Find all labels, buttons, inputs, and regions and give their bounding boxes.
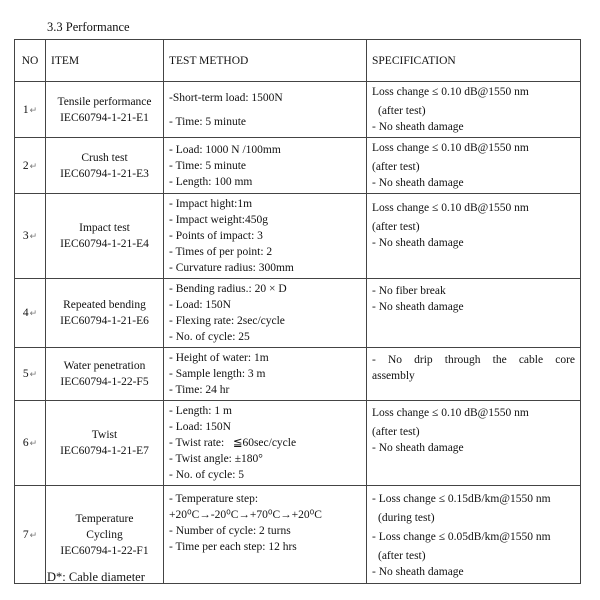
method-line: - Points of impact: 3 — [169, 230, 263, 242]
test-method-cell — [164, 279, 367, 348]
row-number: 7↵ — [15, 486, 46, 584]
table-row — [15, 138, 581, 194]
row-number: 5↵ — [15, 348, 46, 401]
footnote: D*: Cable diameter — [47, 570, 145, 584]
method-line: - Time: 5 minute — [169, 115, 246, 128]
method-line: - Twist rate: ≦60sec/cycle — [169, 437, 297, 449]
method-line: - Load: 150N — [169, 421, 231, 433]
spec-line: Loss change ≤ 0.10 dB@1550 nm — [372, 86, 529, 98]
method-line: - No. of cycle: 5 — [169, 469, 245, 481]
method-line: - Bending radius.: 20 × D — [169, 283, 287, 295]
section-heading: 3.3 Performance — [47, 20, 130, 34]
item-cell — [46, 279, 164, 348]
item-cell — [46, 82, 164, 138]
performance-table — [14, 39, 581, 584]
method-line: - Load: 1000 N /100mm — [169, 143, 281, 156]
item-cell — [46, 486, 164, 584]
test-method-cell — [164, 82, 367, 138]
item-name: Repeated bending — [63, 299, 146, 311]
method-line: - Height of water: 1m — [169, 352, 269, 364]
item-cell — [46, 194, 164, 279]
item-name: Tensile performance — [57, 95, 152, 108]
spec-line: - No sheath damage — [372, 301, 464, 313]
method-line: +20⁰C→-20⁰C→+70⁰C→+20⁰C — [169, 509, 322, 521]
spec-line: - No sheath damage — [372, 566, 464, 578]
item-standard: IEC60794-1-21-E3 — [60, 167, 149, 180]
specification-cell — [367, 82, 581, 138]
method-line: - Time: 24 hr — [169, 384, 230, 396]
specification-cell — [367, 486, 581, 584]
header-no: NO — [15, 40, 46, 82]
item-standard: IEC60794-1-21-E1 — [60, 111, 149, 124]
spec-line: - No sheath damage — [372, 177, 464, 189]
spec-line: - Loss change ≤ 0.15dB/km@1550 nm — [372, 493, 551, 505]
method-line: - Load: 150N — [169, 299, 231, 311]
spec-line: (after test) — [372, 161, 420, 173]
item-standard: IEC60794-1-21-E7 — [60, 445, 149, 457]
specification-cell — [367, 401, 581, 486]
spec-line: - No sheath damage — [372, 442, 464, 454]
table-row — [15, 82, 581, 138]
method-line: - Sample length: 3 m — [169, 368, 266, 380]
spec-line: (after test) — [372, 221, 420, 233]
row-number: 3↵ — [15, 194, 46, 279]
test-method-cell — [164, 486, 367, 584]
item-name: Crush test — [81, 151, 128, 164]
row-number: 4↵ — [15, 279, 46, 348]
test-method-cell — [164, 194, 367, 279]
item-name: Temperature — [75, 512, 134, 525]
header-item: ITEM — [46, 40, 164, 82]
spec-line: - No sheath damage — [372, 121, 464, 133]
test-method-cell — [164, 348, 367, 401]
item-standard: IEC60794-1-21-E4 — [60, 238, 149, 250]
spec-line: (after test) — [378, 550, 426, 562]
method-line: - Curvature radius: 300mm — [169, 262, 294, 274]
method-line: - Flexing rate: 2sec/cycle — [169, 315, 285, 327]
table-row — [15, 194, 581, 279]
spec-line: - No fiber break — [372, 285, 446, 297]
spec-line: Loss change ≤ 0.10 dB@1550 nm — [372, 142, 529, 154]
test-method-cell — [164, 138, 367, 194]
method-line: - Impact hight:1m — [169, 198, 253, 210]
item-name: Twist — [91, 429, 118, 441]
table-row — [15, 348, 581, 401]
header-test-method: TEST METHOD — [164, 40, 367, 82]
spec-line: - Loss change ≤ 0.05dB/km@1550 nm — [372, 531, 551, 543]
method-line: - Time per each step: 12 hrs — [169, 541, 297, 553]
item-cell — [46, 138, 164, 194]
method-line: - No. of cycle: 25 — [169, 331, 250, 343]
table-row — [15, 279, 581, 348]
spec-line: (during test) — [378, 512, 435, 524]
table-row — [15, 401, 581, 486]
specification-cell — [367, 138, 581, 194]
spec-line: - No sheath damage — [372, 237, 464, 249]
row-number: 2↵ — [15, 138, 46, 194]
spec-line: Loss change ≤ 0.10 dB@1550 nm — [372, 202, 529, 214]
method-line: - Length: 100 mm — [169, 175, 253, 188]
item-cell — [46, 401, 164, 486]
item-standard: IEC60794-1-22-F5 — [60, 376, 149, 388]
test-method-cell — [164, 401, 367, 486]
spec-line: Loss change ≤ 0.10 dB@1550 nm — [372, 407, 529, 419]
spec-line: - No drip through the cable core — [372, 354, 575, 366]
method-line: - Time: 5 minute — [169, 159, 246, 172]
item-standard: IEC60794-1-21-E6 — [60, 315, 149, 327]
method-line: - Length: 1 m — [169, 405, 232, 417]
item-cell — [46, 348, 164, 401]
method-line: - Impact weight:450g — [169, 214, 269, 226]
method-line: - Times of per point: 2 — [169, 246, 273, 258]
specification-cell — [367, 279, 581, 348]
item-name: Impact test — [79, 222, 130, 234]
spec-line: (after test) — [372, 426, 420, 438]
spec-line: (after test) — [378, 105, 426, 117]
specification-cell — [367, 194, 581, 279]
item-name: Water penetration — [63, 360, 146, 372]
item-name: Cycling — [86, 528, 123, 541]
method-line: -Short-term load: 1500N — [169, 91, 283, 104]
table-row — [15, 486, 581, 584]
item-standard: IEC60794-1-22-F1 — [60, 544, 149, 557]
method-line: - Number of cycle: 2 turns — [169, 525, 291, 537]
row-number: 1↵ — [15, 82, 46, 138]
method-line: - Twist angle: ±180° — [169, 453, 263, 465]
method-line: - Temperature step: — [169, 493, 259, 505]
header-specification: SPECIFICATION — [367, 40, 581, 82]
table-header-row — [15, 40, 581, 82]
specification-cell — [367, 348, 581, 401]
spec-line: assembly — [372, 370, 415, 382]
row-number: 6↵ — [15, 401, 46, 486]
